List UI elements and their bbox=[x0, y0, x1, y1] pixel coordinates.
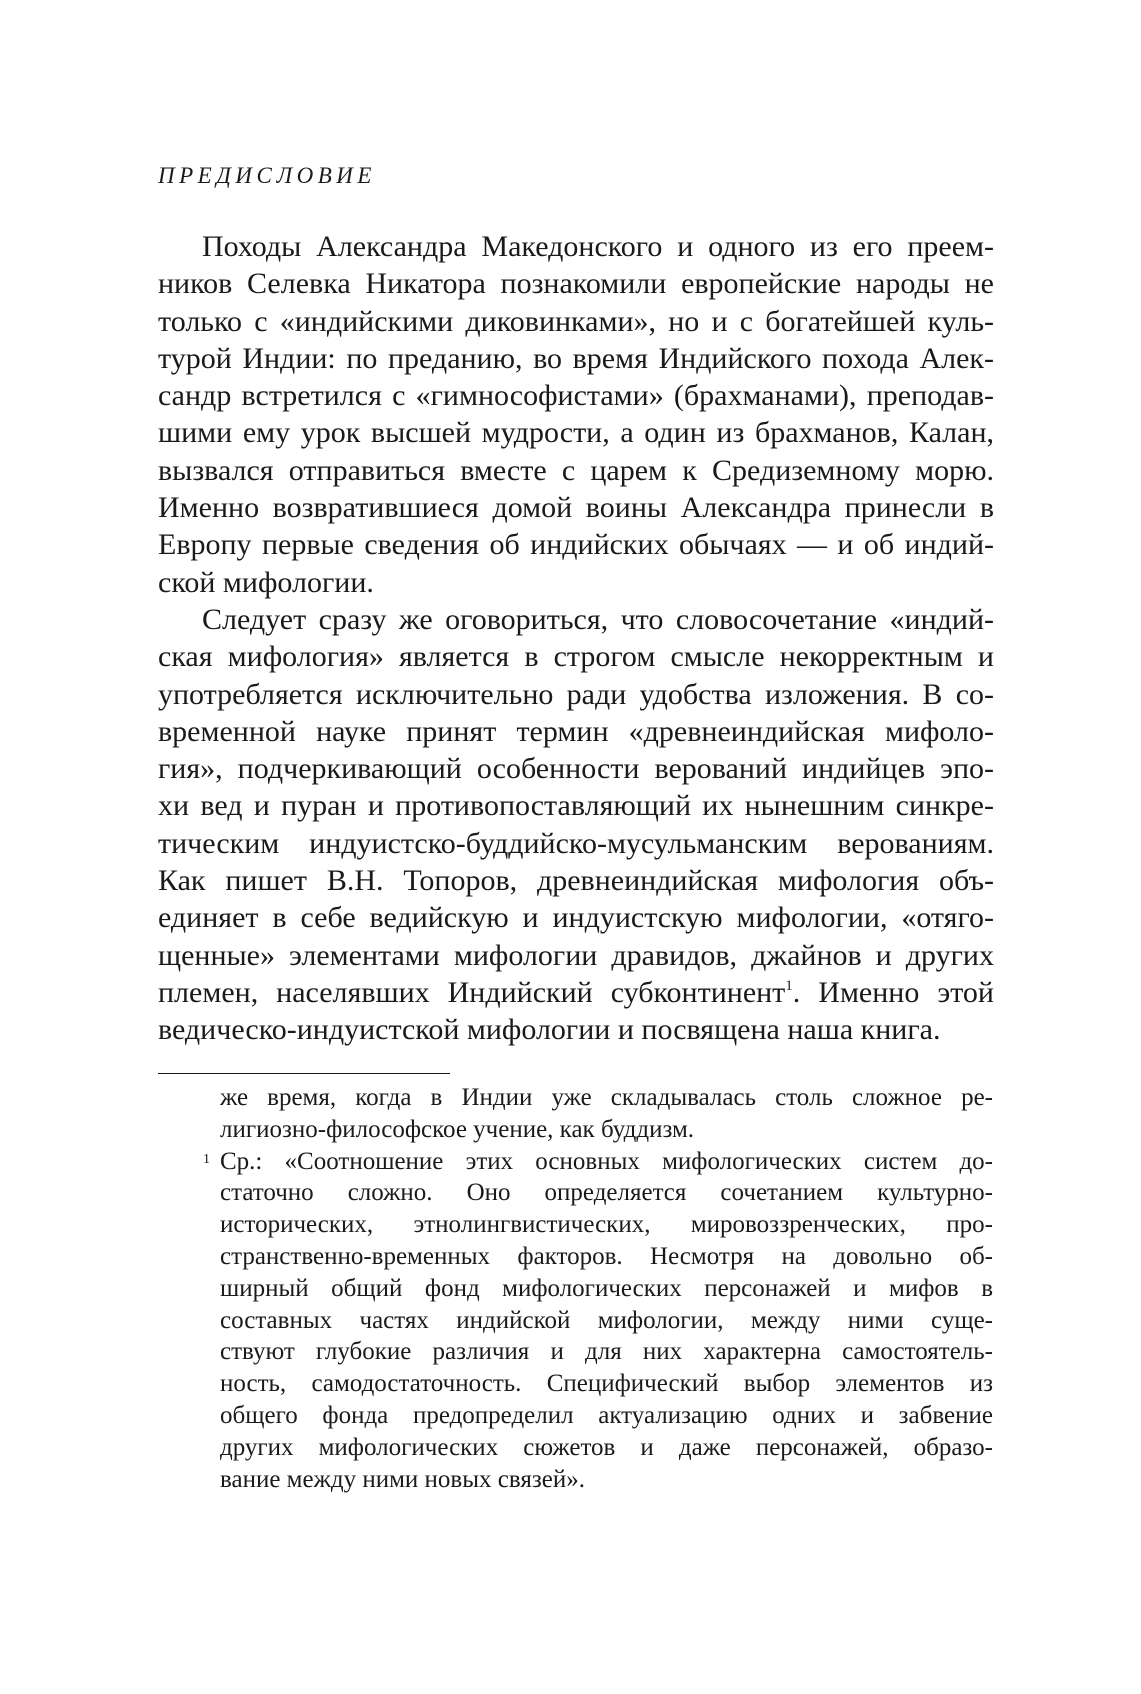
running-head: ПРЕДИСЛОВИЕ bbox=[158, 163, 376, 188]
text-line: только с «индийскими диковинками», но и с богатейшей куль- bbox=[158, 304, 994, 338]
text-segment: племен, населявших Индийский субконтинент bbox=[158, 975, 786, 1009]
footnote-line: вание между ними новых связей». bbox=[220, 1465, 585, 1493]
text-line: щенные» элементами мифологии дравидов, джайнов и других bbox=[158, 938, 994, 972]
text-line: Следует сразу же оговориться, что словосочетание «индий- bbox=[202, 602, 994, 636]
text-segment: . Именно этой bbox=[792, 975, 994, 1009]
text-line: ников Селевка Никатора познакомили европейские народы не bbox=[158, 267, 994, 301]
text-line: употребляется исключительно ради удобства изложения. В со- bbox=[158, 677, 994, 711]
text-line: тическим индуистско-буддийско-мусульманским верованиям. bbox=[158, 826, 994, 860]
footnote-line: ность, самодостаточность. Специфический выбор элементов из bbox=[220, 1370, 993, 1398]
text-line: Как пишет В.Н. Топоров, древнеиндийская мифология объ- bbox=[158, 864, 994, 898]
footnote-text: Ср.: «Соотношение этих основных мифологических систем до- bbox=[220, 1147, 993, 1175]
text-line: единяет в себе ведийскую и индуистскую мифологии, «отяго- bbox=[158, 901, 994, 935]
footnote-line: ствуют глубокие различия и для них характерна самостоятель- bbox=[220, 1338, 993, 1366]
text-line-with-footnote-ref bbox=[158, 974, 994, 1011]
text-line: ской мифологии. bbox=[158, 565, 374, 599]
text-line: турой Индии: по преданию, во время Индийского похода Алек- bbox=[158, 341, 994, 375]
footnote-line: же время, когда в Индии уже складывалась столь сложное ре- bbox=[220, 1084, 993, 1111]
footnotes bbox=[203, 1082, 993, 1495]
text-line: шими ему урок высшей мудрости, а один из брахманов, Калан, bbox=[158, 416, 994, 450]
footnote-line: странственно-временных факторов. Несмотря на довольно об- bbox=[220, 1242, 993, 1270]
footnote-line: ширный общий фонд мифологических персонажей и мифов в bbox=[220, 1274, 993, 1302]
text-line: Походы Александра Македонского и одного из его преем- bbox=[202, 230, 994, 263]
footnote-line: других мифологических сюжетов и даже персонажей, образо- bbox=[220, 1433, 993, 1461]
footnote-line: 1 Ср.: «Соотношение этих основных мифологических систем до- bbox=[203, 1147, 993, 1175]
text-line: ведическо-индуистской мифологии и посвящена наша книга. bbox=[158, 1013, 941, 1047]
text-line: Именно возвратившиеся домой воины Александра принесли в bbox=[158, 491, 994, 525]
main-text bbox=[158, 228, 994, 1049]
footnote-separator bbox=[158, 1073, 450, 1074]
text-line: Европу первые сведения об индийских обычаях — и об индий- bbox=[158, 528, 994, 562]
text-line: ская мифология» является в строгом смысле некорректным и bbox=[158, 640, 994, 674]
footnote-line: общего фонда предопределил актуализацию одних и забвение bbox=[220, 1401, 993, 1429]
footnote-reference[interactable]: 1 bbox=[785, 977, 793, 994]
footnote-line: статочно сложно. Оно определяется сочетанием культурно- bbox=[220, 1179, 993, 1207]
text-line: сандр встретился с «гимнософистами» (брахманами), преподав- bbox=[158, 379, 994, 413]
text-line: гия», подчеркивающий особенности верований индийцев эпо- bbox=[158, 752, 994, 786]
footnote-line: лигиозно-философское учение, как буддизм. bbox=[220, 1115, 695, 1143]
text-line: временной науке принят термин «древнеиндийская мифоло- bbox=[158, 714, 994, 748]
footnote-line: составных частях индийской мифологии, между ними суще- bbox=[220, 1306, 993, 1334]
text-line: вызвался отправиться вместе с царем к Средиземному морю. bbox=[158, 453, 994, 487]
footnote-line: исторических, этнолингвистических, мировоззренческих, про- bbox=[220, 1211, 993, 1239]
text-line: хи вед и пуран и противопоставляющий их нынешним синкре- bbox=[158, 789, 994, 823]
